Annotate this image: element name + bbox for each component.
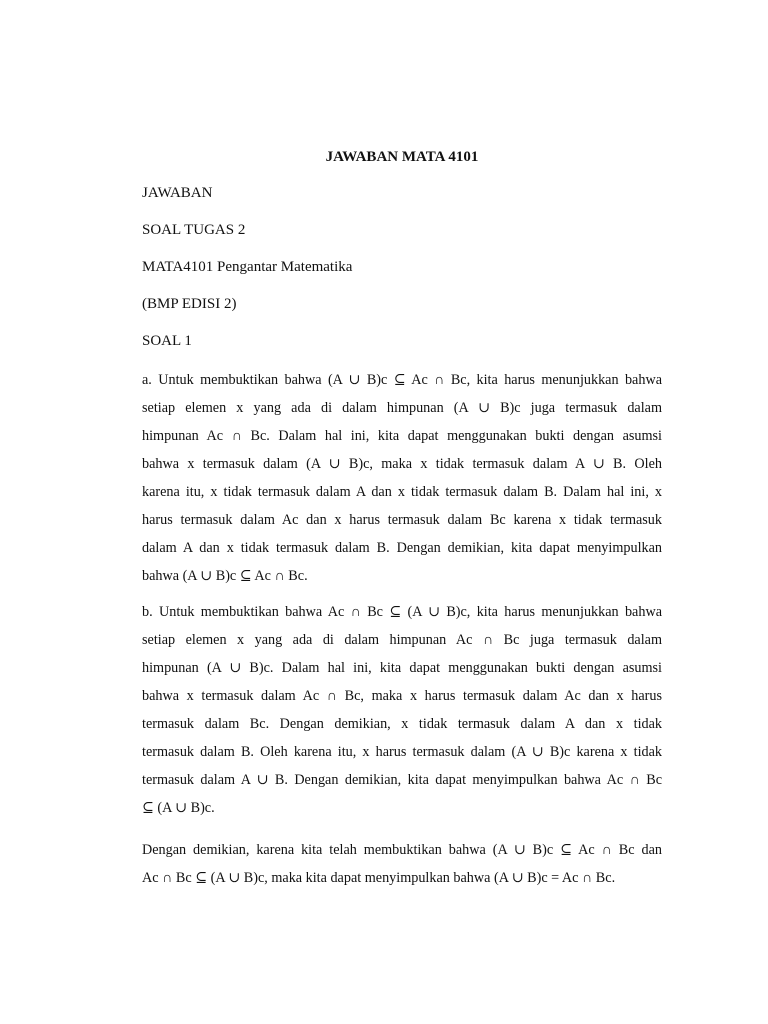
header-line-jawaban: JAWABAN [142, 185, 213, 201]
paragraph-b-line: bahwa x termasuk dalam Ac ∩ Bc, maka x harus termasuk dalam Ac dan x harus [142, 688, 662, 704]
paragraph-b-line: b. Untuk membuktikan bahwa Ac ∩ Bc ⊆ (A ∪ B)c, kita harus menunjukkan bahwa [142, 604, 662, 620]
conclusion-line: Ac ∩ Bc ⊆ (A ∪ B)c, maka kita dapat menyimpulkan bahwa (A ∪ B)c = Ac ∩ Bc. [142, 870, 616, 886]
paragraph-b-line: termasuk dalam A ∪ B. Dengan demikian, kita dapat menyimpulkan bahwa Ac ∩ Bc [142, 772, 662, 788]
paragraph-a-line: bahwa x termasuk dalam (A ∪ B)c, maka x tidak termasuk dalam A ∪ B. Oleh [142, 456, 662, 472]
header-line-course: MATA4101 Pengantar Matematika [142, 259, 353, 275]
paragraph-a-line: setiap elemen x yang ada di dalam himpunan (A ∪ B)c juga termasuk dalam [142, 400, 662, 416]
conclusion-line: Dengan demikian, karena kita telah membuktikan bahwa (A ∪ B)c ⊆ Ac ∩ Bc dan [142, 842, 662, 858]
paragraph-a-line: dalam A dan x tidak termasuk dalam B. Dengan demikian, kita dapat menyimpulkan [142, 540, 662, 556]
paragraph-a-line: himpunan Ac ∩ Bc. Dalam hal ini, kita dapat menggunakan bukti dengan asumsi [142, 428, 662, 444]
paragraph-b-line: himpunan (A ∪ B)c. Dalam hal ini, kita dapat menggunakan bukti dengan asumsi [142, 660, 662, 676]
header-line-edition: (BMP EDISI 2) [142, 296, 237, 312]
paragraph-a [142, 366, 662, 590]
paragraph-a-line: karena itu, x tidak termasuk dalam A dan x tidak termasuk dalam B. Dalam hal ini, x [142, 484, 662, 500]
paragraph-b-line: ⊆ (A ∪ B)c. [142, 800, 215, 816]
header-line-soal-tugas: SOAL TUGAS 2 [142, 222, 246, 238]
paragraph-b-line: termasuk dalam Bc. Dengan demikian, x tidak termasuk dalam A dan x tidak [142, 716, 662, 732]
paragraph-a-line: harus termasuk dalam Ac dan x harus termasuk dalam Bc karena x tidak termasuk [142, 512, 662, 528]
conclusion-paragraph [142, 836, 662, 892]
paragraph-b-line: termasuk dalam B. Oleh karena itu, x harus termasuk dalam (A ∪ B)c karena x tidak [142, 744, 662, 760]
paragraph-a-line: bahwa (A ∪ B)c ⊆ Ac ∩ Bc. [142, 568, 308, 584]
header-line-soal-1: SOAL 1 [142, 333, 192, 349]
paragraph-a-line: a. Untuk membuktikan bahwa (A ∪ B)c ⊆ Ac ∩ Bc, kita harus menunjukkan bahwa [142, 372, 662, 388]
document-title: JAWABAN MATA 4101 [325, 149, 479, 165]
paragraph-b [142, 598, 662, 822]
paragraph-b-line: setiap elemen x yang ada di dalam himpunan Ac ∩ Bc juga termasuk dalam [142, 632, 662, 648]
